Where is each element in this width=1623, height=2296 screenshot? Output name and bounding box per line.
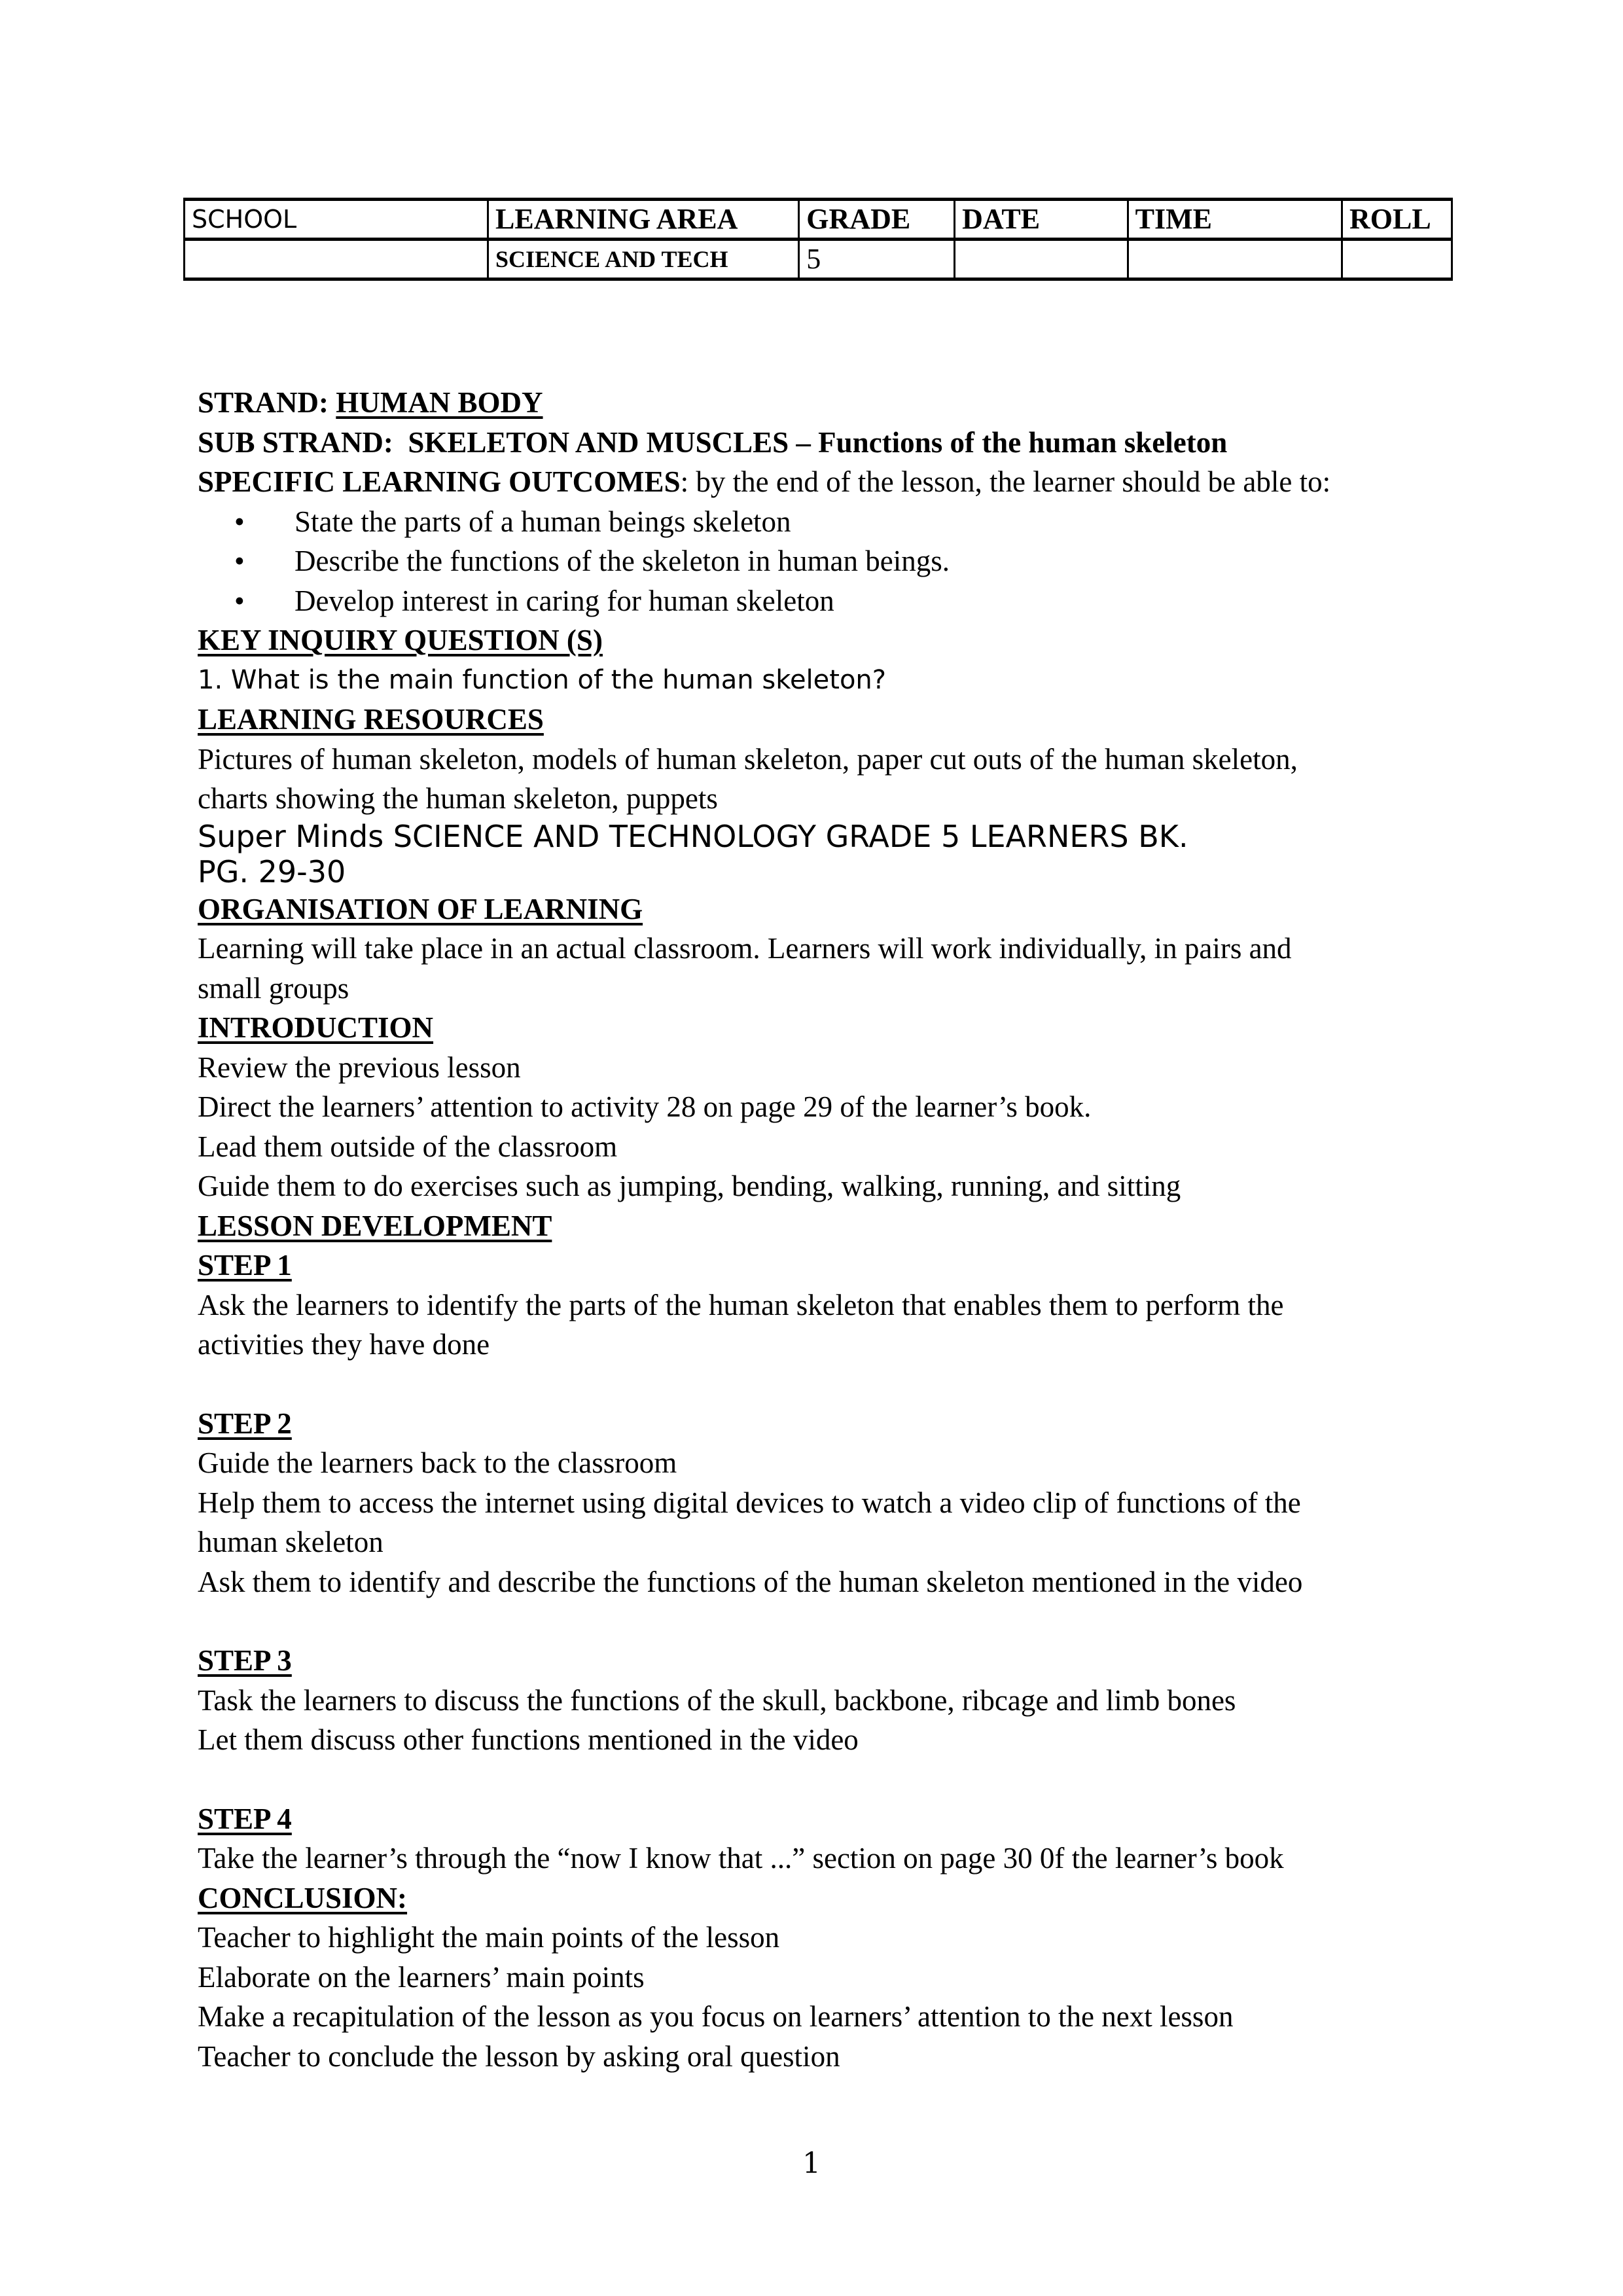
conclusion-line: Elaborate on the learners’ main points (198, 1960, 645, 1994)
step-2-title: STEP 2 (198, 1407, 292, 1440)
inquiry-question: 1. What is the main function of the human skeleton? (198, 664, 887, 695)
sub-strand-label: SUB STRAND (198, 425, 383, 459)
introduction-line: Direct the learners’ attention to activity 28 on page 29 of the learner’s book. (198, 1090, 1092, 1123)
inquiry-heading: KEY INQUIRY QUESTION (S) (198, 624, 603, 656)
learning-area-header: LEARNING AREA (488, 200, 799, 240)
grade-value: 5 (799, 240, 955, 279)
spacer (198, 1760, 1454, 1799)
time-value (1128, 240, 1342, 279)
lesson-content (198, 383, 1454, 2076)
outcomes-intro: by the end of the lesson, the learner should be able to: (696, 465, 1331, 498)
roll-value (1342, 240, 1452, 279)
resources-text: Pictures of human skeleton, models of human skeleton, paper cut outs of the human skeleton, (198, 742, 1298, 776)
introduction-line: Lead them outside of the classroom (198, 1130, 618, 1163)
page-number: 1 (802, 2147, 821, 2180)
lesson-header-table (183, 198, 1453, 281)
organisation-heading: ORGANISATION OF LEARNING (198, 892, 643, 925)
strand-value: HUMAN BODY (336, 386, 543, 419)
conclusion-line: Make a recapitulation of the lesson as you focus on learners’ attention to the next lesson (198, 2000, 1234, 2033)
outcome-item: • Develop interest in caring for human skeleton (294, 581, 1454, 621)
step-3-line: Task the learners to discuss the functions of the skull, backbone, ribcage and limb bones (198, 1683, 1236, 1717)
step-2-line: human skeleton (198, 1526, 383, 1558)
strand-line: STRAND: HUMAN BODY (198, 386, 543, 419)
outcomes-label: SPECIFIC LEARNING OUTCOMES (198, 465, 681, 498)
resources-text: charts showing the human skeleton, puppets (198, 782, 718, 815)
step-2-line: Help them to access the internet using digital devices to watch a video clip of functions of the (198, 1486, 1301, 1519)
date-header: DATE (955, 200, 1128, 240)
conclusion-heading: CONCLUSION: (198, 1881, 408, 1914)
conclusion-line: Teacher to highlight the main points of the lesson (198, 1921, 780, 1954)
step-1-line: activities they have done (198, 1328, 490, 1361)
outcome-item: • Describe the functions of the skeleton in human beings. (294, 541, 1454, 581)
sub-strand-line: SUB STRAND: SKELETON AND MUSCLES – Functions of the human skeleton (198, 425, 1228, 459)
resources-heading: LEARNING RESOURCES (198, 703, 544, 736)
step-3-title: STEP 3 (198, 1644, 292, 1677)
step-1-line: Ask the learners to identify the parts of the human skeleton that enables them to perform the (198, 1288, 1284, 1321)
step-4-title: STEP 4 (198, 1802, 292, 1835)
step-1-title: STEP 1 (198, 1249, 292, 1282)
resources-book-pages: PG. 29-30 (198, 853, 346, 889)
step-3-line: Let them discuss other functions mentioned in the video (198, 1723, 859, 1756)
conclusion-line: Teacher to conclude the lesson by asking oral question (198, 2039, 840, 2073)
introduction-line: Guide them to do exercises such as jumping, bending, walking, running, and sitting (198, 1170, 1181, 1202)
school-header: SCHOOL (185, 200, 488, 240)
header-row (185, 200, 1452, 240)
spacer (198, 1365, 1454, 1404)
sub-strand-value: SKELETON AND MUSCLES – Functions of the human skeleton (408, 425, 1228, 459)
introduction-heading: INTRODUCTION (198, 1011, 434, 1044)
learning-area-value: SCIENCE AND TECH (488, 240, 799, 279)
organisation-text: small groups (198, 971, 349, 1005)
organisation-text: Learning will take place in an actual classroom. Learners will work individually, in pairs and (198, 932, 1292, 965)
lesson-development-heading: LESSON DEVELOPMENT (198, 1209, 552, 1242)
resources-book: Super Minds SCIENCE AND TECHNOLOGY GRADE 5 LEARNERS BK. (198, 818, 1188, 854)
outcomes-line: SPECIFIC LEARNING OUTCOMES: by the end of the lesson, the learner should be able to: (198, 465, 1331, 498)
step-2-line: Guide the learners back to the classroom (198, 1446, 677, 1479)
strand-label: STRAND (198, 386, 319, 419)
value-row (185, 240, 1452, 279)
outcome-item: • State the parts of a human beings skeleton (294, 502, 1454, 542)
school-value (185, 240, 488, 279)
roll-header: ROLL (1342, 200, 1452, 240)
introduction-line: Review the previous lesson (198, 1050, 521, 1084)
outcomes-list (198, 502, 1454, 621)
spacer (198, 1602, 1454, 1641)
step-4-line: Take the learner’s through the “now I know that ...” section on page 30 0f the learner’s book (198, 1842, 1284, 1874)
date-value (955, 240, 1128, 279)
grade-header: GRADE (799, 200, 955, 240)
step-2-line: Ask them to identify and describe the functions of the human skeleton mentioned in the video (198, 1565, 1303, 1598)
time-header: TIME (1128, 200, 1342, 240)
